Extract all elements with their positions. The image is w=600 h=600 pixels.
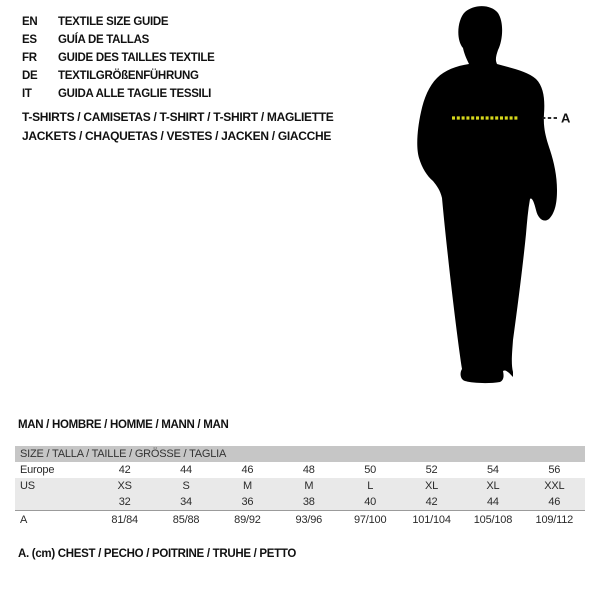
row-label: US [20,480,35,492]
size-cell: 81/84 [94,511,155,529]
row-label: Europe [20,464,55,476]
size-cell: 42 [425,496,438,508]
language-title: GUIDE DES TAILLES TEXTILE [58,52,215,64]
size-cell: 109/112 [524,511,585,529]
size-table [15,462,585,528]
size-row-europe [15,462,585,478]
product-line-tshirts: T-SHIRTS / CAMISETAS / T-SHIRT / T-SHIRT / MAGLIETTE [22,110,334,124]
size-table-header-bar: SIZE / TALLA / TAILLE / GRÖSSE / TAGLIA [15,446,585,462]
size-cell: 44 [487,496,499,508]
product-categories [22,108,334,146]
size-cell: 52 [425,464,438,476]
language-code: IT [22,88,32,100]
language-row-it [22,85,215,103]
language-row-fr [22,49,215,67]
measure-label-a: A [561,110,571,126]
size-cell: 93/96 [278,511,339,529]
size-cell: 85/88 [155,511,216,529]
language-row-en [22,13,215,31]
size-cell: M [242,480,252,492]
size-row-chest-cm [15,511,585,529]
size-cell: 38 [302,496,315,508]
language-guide-list [22,13,215,103]
language-title: GUIDA ALLE TAGLIE TESSILI [58,88,212,100]
size-cell: M [304,480,314,492]
size-cell: 42 [118,464,131,476]
size-cell: XS [117,480,132,492]
size-cell: 105/108 [462,511,523,529]
size-cell: XL [425,480,439,492]
size-cell: 89/92 [217,511,278,529]
language-code: FR [22,52,37,64]
size-cell: 36 [241,496,254,508]
size-cell: 34 [180,496,192,508]
size-cell: S [182,480,190,492]
product-line-jackets: JACKETS / CHAQUETAS / VESTES / JACKEN / GIACCHE [22,129,332,143]
size-cell: XL [486,480,500,492]
man-silhouette-svg [390,0,600,400]
footnote-chest-measurement: A. (cm) CHEST / PECHO / POITRINE / TRUHE / PETTO [18,548,297,560]
size-cell: 97/100 [340,511,401,529]
size-cell: 40 [364,496,377,508]
size-cell: L [367,480,374,492]
language-row-de [22,67,215,85]
language-code: DE [22,70,38,82]
language-title: TEXTILGRÖßENFÜHRUNG [58,70,199,82]
size-cell: 32 [118,496,131,508]
section-label-man: MAN / HOMBRE / HOMME / MANN / MAN [18,419,229,431]
size-cell: 56 [548,464,561,476]
size-cell: XXL [544,480,565,492]
size-cell: 54 [487,464,499,476]
size-row-numeric [15,494,585,511]
language-title: GUÍA DE TALLAS [58,34,149,46]
language-title: TEXTILE SIZE GUIDE [58,16,169,28]
man-silhouette [417,6,557,383]
language-row-es [22,31,215,49]
row-label [15,494,94,511]
language-code: ES [22,34,37,46]
size-cell: 101/104 [401,511,462,529]
language-code: EN [22,16,38,28]
size-cell: 46 [548,496,561,508]
man-silhouette-figure [390,0,600,400]
size-cell: 44 [180,464,192,476]
size-cell: 50 [364,464,377,476]
size-cell: 48 [302,464,315,476]
size-row-us [15,478,585,494]
size-cell: 46 [241,464,254,476]
row-label: A [15,511,94,529]
